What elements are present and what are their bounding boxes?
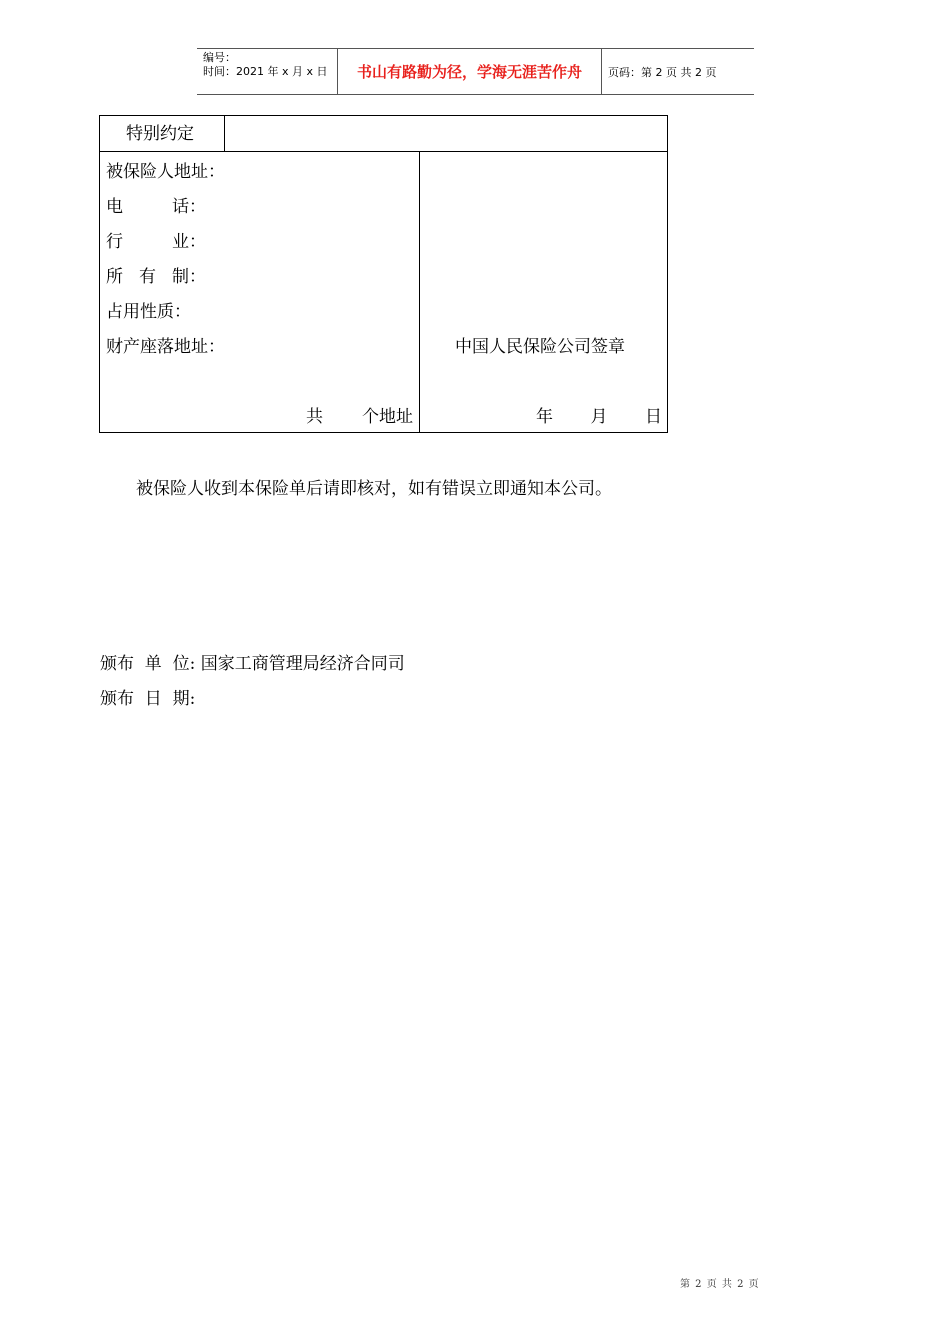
table-divider [419,152,420,432]
special-agreement-label: 特别约定 [126,124,194,144]
header-motto: 书山有路勤为径，学海无涯苦作舟 [356,63,582,81]
company-seal-label: 中国人民保险公司签章 [455,337,625,357]
occupancy-label: 占用性质： [106,302,191,322]
issuing-unit: 颁布 单 位: 国家工商管理局经济合同司 [100,654,405,674]
header-time: 时间：2021 年 x 月 x 日 [203,65,328,78]
header-meta [203,51,338,79]
page-header [197,48,754,95]
address-count: 共 个地址 [306,407,413,427]
header-page-number: 页码：第 2 页 共 2 页 [608,65,717,79]
page-footer: 第 2 页 共 2 页 [680,1279,760,1290]
issuing-date: 颁布 日 期: [100,689,196,709]
header-number: 编号： [203,51,236,64]
header-divider [601,49,602,94]
insurance-form-table [99,115,668,433]
insured-address-label: 被保险人地址： [106,162,225,182]
issuing-unit-value: 国家工商管理局经济合同司 [200,654,405,674]
ownership-label: 所 有 制： [106,267,206,287]
seal-date: 年 月 日 [536,407,662,427]
industry-label: 行 业： [106,232,206,252]
phone-label: 电 话： [106,197,206,217]
property-address-label: 财产座落地址： [106,337,225,357]
table-divider [100,151,667,152]
verification-notice: 被保险人收到本保险单后请即核对，如有错误立即通知本公司。 [136,479,612,499]
table-divider [224,116,225,151]
